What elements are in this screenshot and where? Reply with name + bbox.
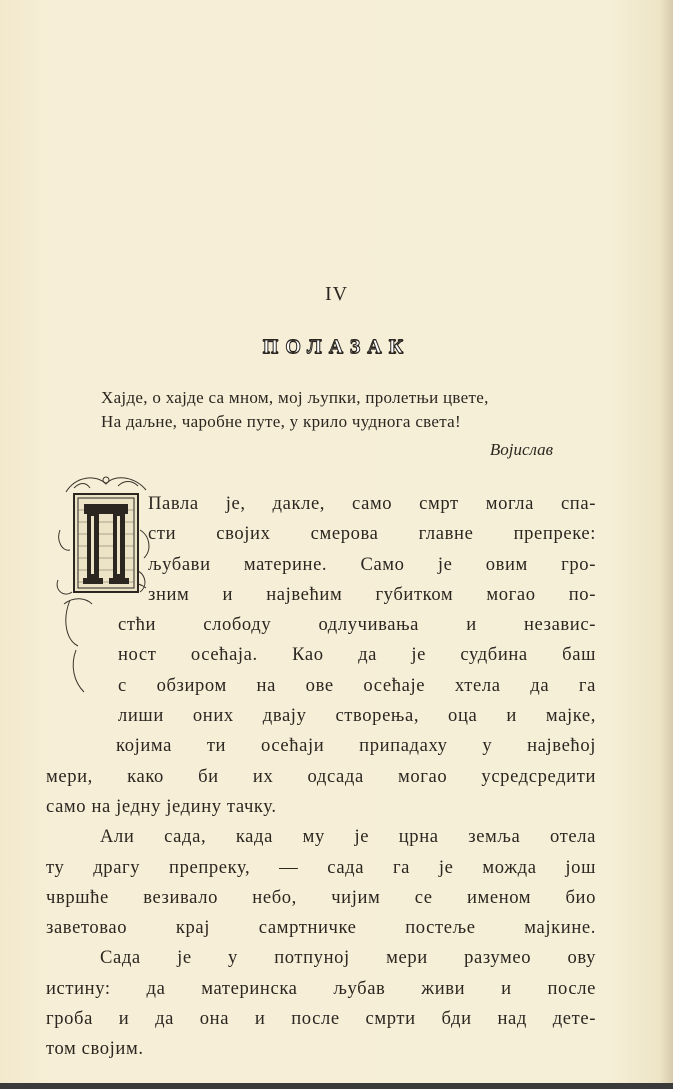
text-line: само на једну једину тачку. <box>46 795 277 817</box>
text-line: ту драгу препреку, — сада га је можда још <box>46 856 596 878</box>
chapter-title: ПОЛАЗАК <box>262 336 411 358</box>
text-line: ност осећаја. Као да је судбина баш <box>118 644 596 666</box>
text-line: гроба и да она и после смрти бди над дете- <box>46 1008 596 1030</box>
text-line: стћи слободу одлучивања и независ- <box>118 614 596 636</box>
text-line: истину: да материнска љубав живи и после <box>46 977 596 999</box>
text-line: с обзиром на ове осећаје хтела да га <box>118 674 596 696</box>
scan-bottom-edge <box>0 1083 673 1089</box>
text-line: зним и највећим губитком могао по- <box>148 583 596 605</box>
text-line: Павла је, дакле, само смрт могла спа- <box>148 493 596 514</box>
page-edge-shadow <box>659 0 673 1089</box>
epigraph-line: На даљне, чаробне путе, у крило чуднога света! <box>101 412 461 431</box>
text-line: сти својих смерова главне препреке: <box>148 523 596 545</box>
text-line: Али сада, када му је црна земља отела <box>100 826 596 848</box>
text-line: мери, како би их одсада могао усредсредити <box>46 765 596 787</box>
text-line: том својим. <box>46 1038 144 1060</box>
epigraph-author: Војислав <box>489 440 553 459</box>
text-line: чвршће везивало небо, чијим се именом био <box>46 886 596 908</box>
text-line: којима ти осећаји припадаху у највећој <box>116 735 596 757</box>
epigraph <box>101 386 601 434</box>
body-text <box>46 489 596 1065</box>
text-line: лиши оних двају створења, оца и мајке, <box>118 705 596 727</box>
epigraph-line: Хајде, о хајде са мном, мој љупки, пролетњи цвете, <box>101 388 489 407</box>
chapter-number: IV <box>324 283 349 305</box>
text-line: љубави материне. Само је овим гро- <box>148 553 596 575</box>
text-line: Сада је у потпуној мери разумео ову <box>100 947 596 969</box>
text-line: заветовао крај самртничке постеље мајкине. <box>46 917 596 939</box>
